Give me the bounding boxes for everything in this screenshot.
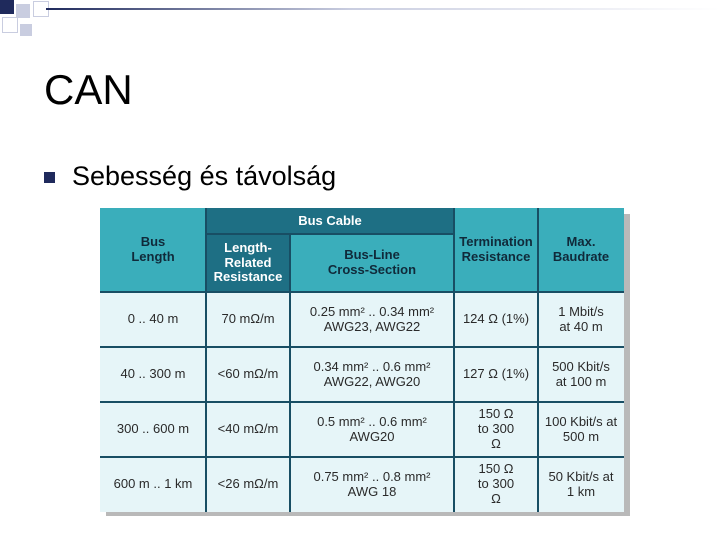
decor-gradient-line	[46, 8, 720, 10]
table-cell-termination: 124 Ω (1%)	[454, 292, 538, 347]
table-cell-length: 600 m .. 1 km	[100, 457, 206, 512]
slide-title: CAN	[44, 66, 133, 113]
grid-line	[100, 401, 624, 403]
decor-square	[0, 0, 14, 14]
decor-square	[20, 24, 32, 36]
table-cell-resistance: <40 mΩ/m	[206, 402, 290, 457]
table-cell-termination: 150 Ω to 300 Ω	[454, 457, 538, 512]
header-cross-section: Bus-Line Cross-Section	[290, 234, 454, 292]
header-bus-cable: Bus Cable	[206, 208, 454, 234]
header-bus-length: Bus Length	[100, 208, 206, 292]
table-cell-resistance: <26 mΩ/m	[206, 457, 290, 512]
decor-square	[2, 17, 18, 33]
grid-line	[537, 208, 539, 512]
table-cell-baudrate: 50 Kbit/s at 1 km	[538, 457, 624, 512]
grid-line	[100, 456, 624, 458]
table-cell-length: 300 .. 600 m	[100, 402, 206, 457]
table-cell-resistance: <60 mΩ/m	[206, 347, 290, 402]
table-cell-resistance: 70 mΩ/m	[206, 292, 290, 347]
table-cell-baudrate: 100 Kbit/s at 500 m	[538, 402, 624, 457]
grid-line	[453, 208, 455, 512]
grid-line	[100, 346, 624, 348]
grid-line	[205, 208, 207, 512]
bullet-text: Sebesség és távolság	[72, 161, 337, 191]
table-cell-cross-section: 0.5 mm² .. 0.6 mm² AWG20	[290, 402, 454, 457]
table-cell-cross-section: 0.25 mm² .. 0.34 mm² AWG23, AWG22	[290, 292, 454, 347]
table-cell-termination: 127 Ω (1%)	[454, 347, 538, 402]
table-cell-cross-section: 0.75 mm² .. 0.8 mm² AWG 18	[290, 457, 454, 512]
table-cell-termination: 150 Ω to 300 Ω	[454, 402, 538, 457]
decor-square	[16, 4, 30, 18]
bullet-square-icon	[44, 172, 55, 183]
grid-line	[206, 233, 454, 235]
header-baudrate: Max. Baudrate	[538, 208, 624, 292]
grid-line	[100, 291, 624, 293]
header-termination: Termination Resistance	[454, 208, 538, 292]
header-length-related-resistance: Length-Related Resistance	[206, 234, 290, 292]
grid-line	[289, 234, 291, 512]
table-cell-cross-section: 0.34 mm² .. 0.6 mm² AWG22, AWG20	[290, 347, 454, 402]
table-cell-length: 40 .. 300 m	[100, 347, 206, 402]
table-cell-baudrate: 500 Kbit/s at 100 m	[538, 347, 624, 402]
table-cell-length: 0 .. 40 m	[100, 292, 206, 347]
table-cell-baudrate: 1 Mbit/s at 40 m	[538, 292, 624, 347]
can-bus-table	[100, 208, 624, 512]
